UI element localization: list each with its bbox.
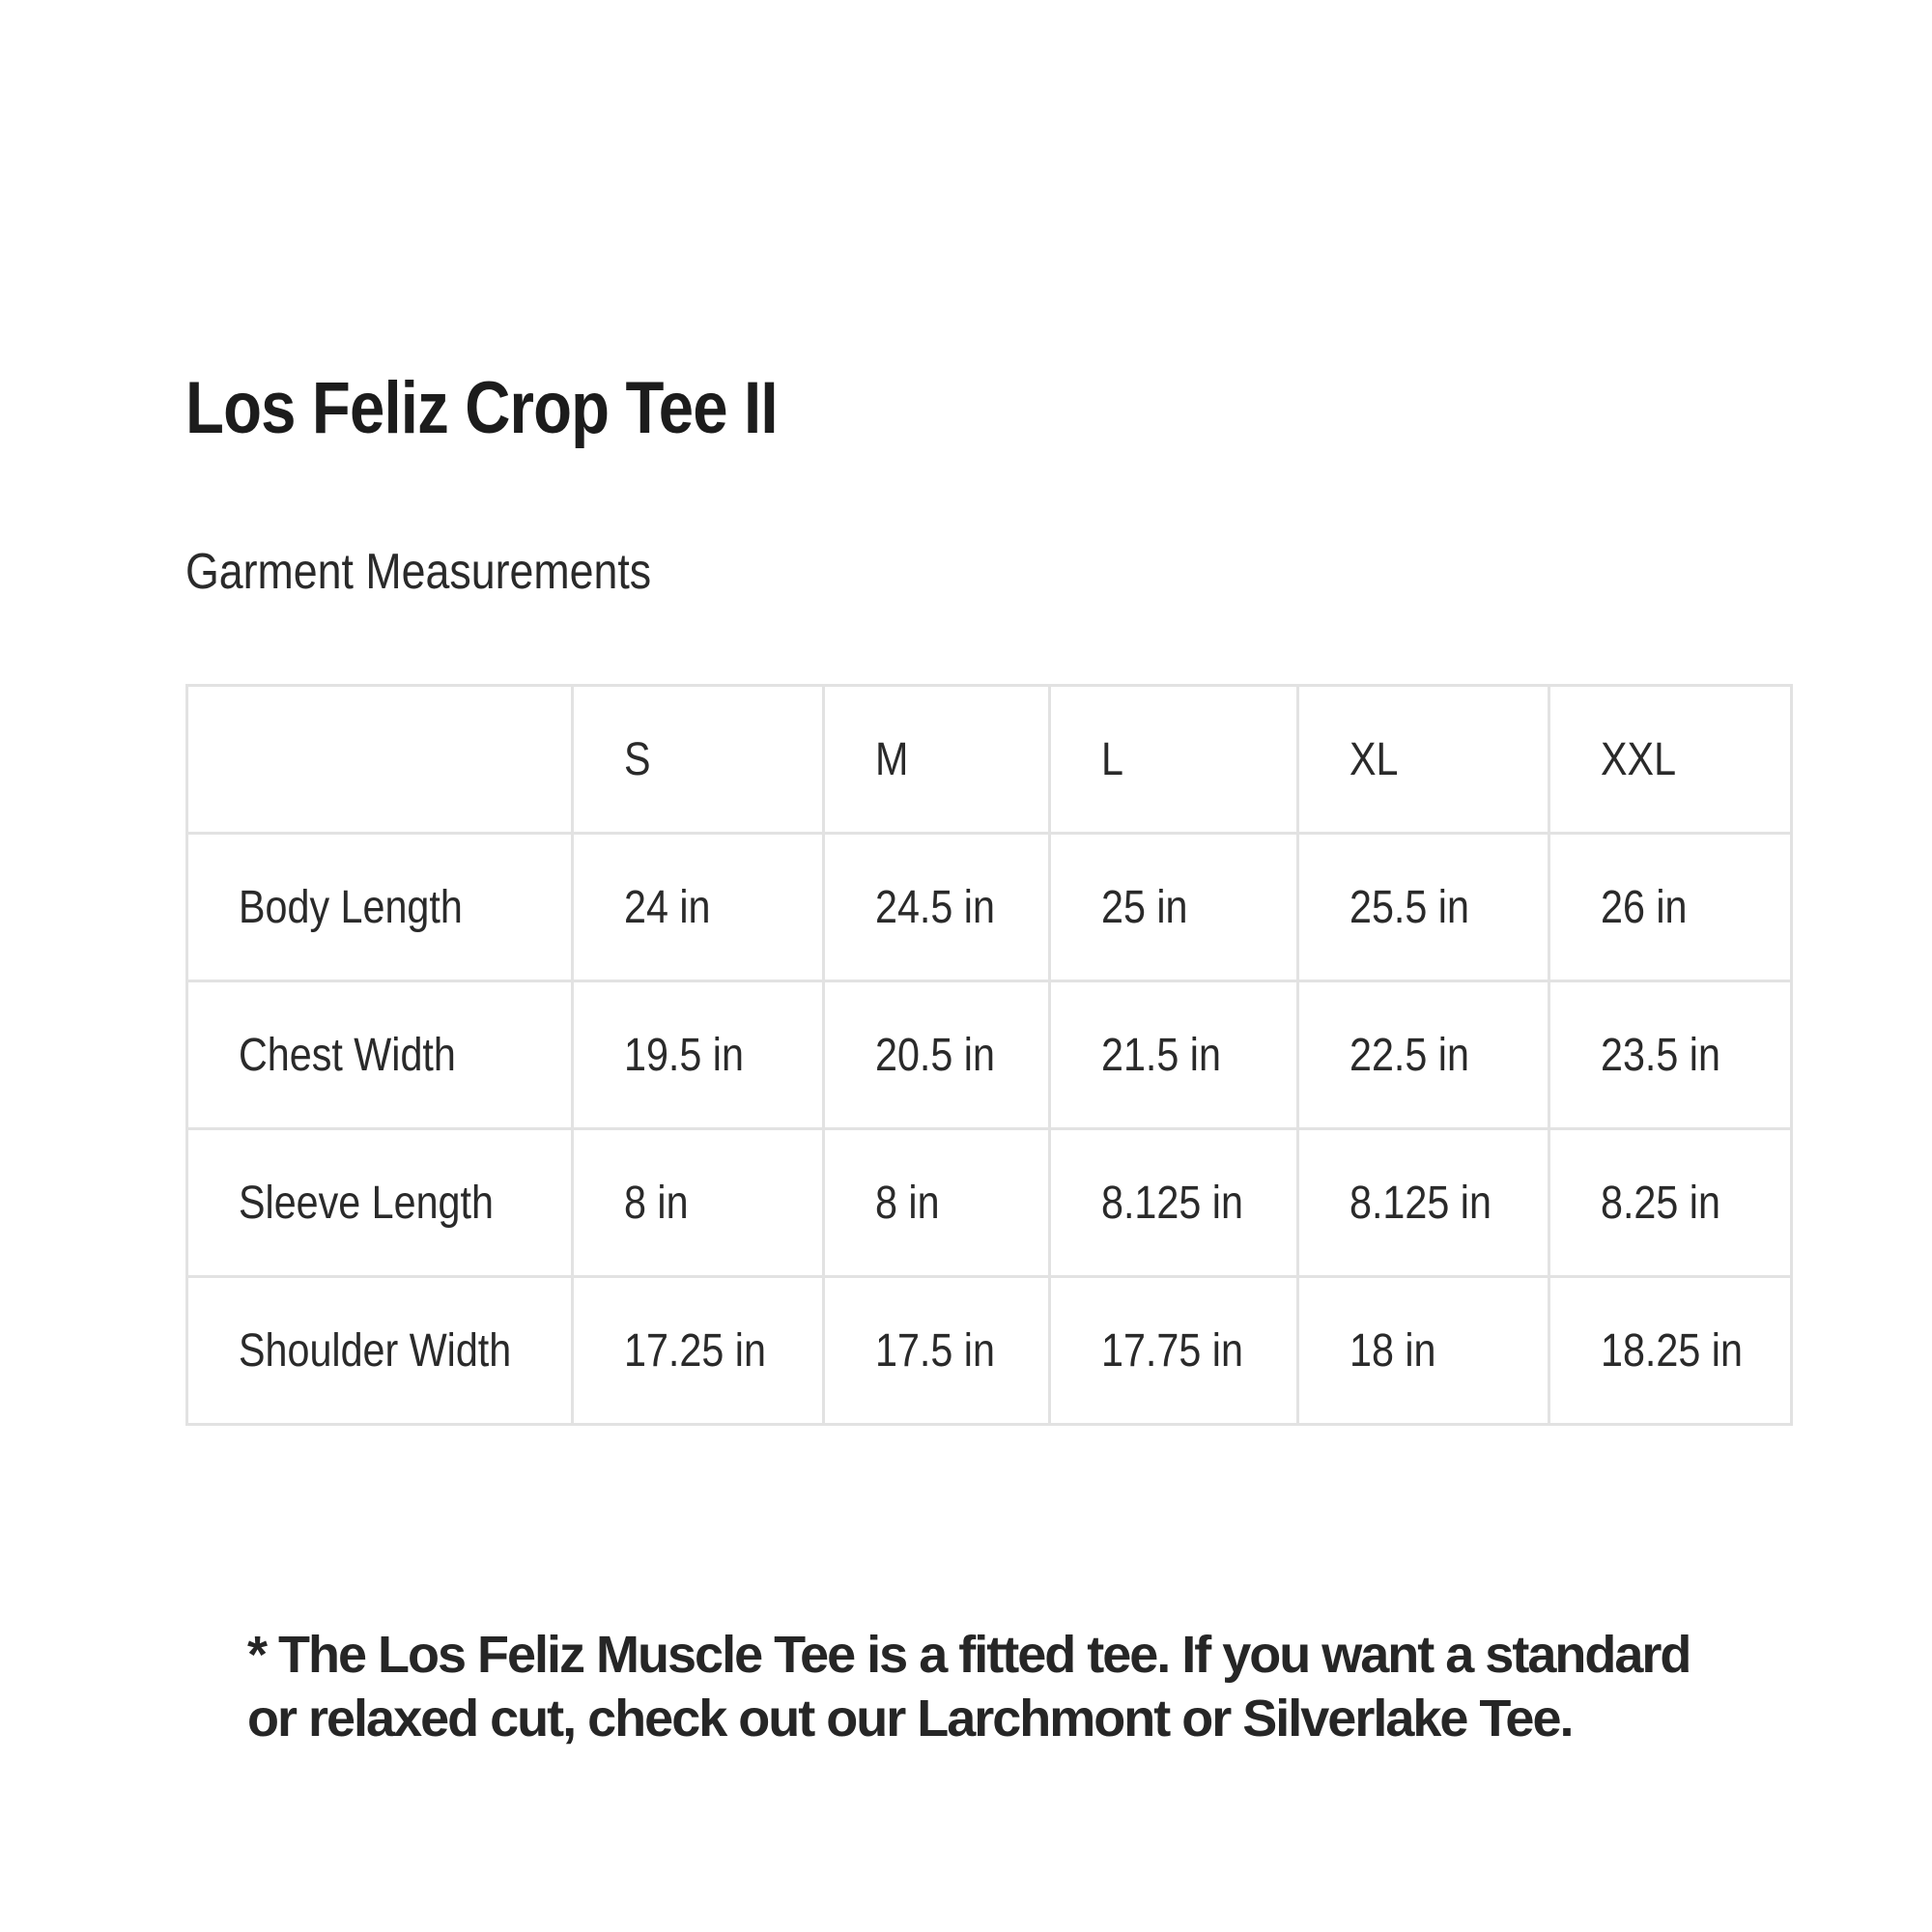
table-cell: 25 in: [1049, 834, 1297, 981]
table-cell: 24 in: [573, 834, 823, 981]
table-cell: 20.5 in: [823, 981, 1049, 1129]
table-cell: 18 in: [1298, 1277, 1548, 1425]
table-cell: 24.5 in: [823, 834, 1049, 981]
table-row-sleeve-length: [187, 1129, 1792, 1277]
table-cell: 8.125 in: [1049, 1129, 1297, 1277]
table-cell: 8 in: [573, 1129, 823, 1277]
row-label: Sleeve Length: [187, 1129, 573, 1277]
table-row-body-length: [187, 834, 1792, 981]
page-title: Los Feliz Crop Tee II: [185, 367, 778, 449]
header-cell-xl: XL: [1298, 686, 1548, 834]
header-cell-s: S: [573, 686, 823, 834]
table-cell: 25.5 in: [1298, 834, 1548, 981]
header-cell-l: L: [1049, 686, 1297, 834]
header-cell-m: M: [823, 686, 1049, 834]
table-header-row: [187, 686, 1792, 834]
row-label: Chest Width: [187, 981, 573, 1129]
table-cell: 26 in: [1548, 834, 1791, 981]
table-cell: 17.25 in: [573, 1277, 823, 1425]
table-cell: 8 in: [823, 1129, 1049, 1277]
table-cell: 8.25 in: [1548, 1129, 1791, 1277]
header-cell-xxl: XXL: [1548, 686, 1791, 834]
table-row-shoulder-width: [187, 1277, 1792, 1425]
table-cell: 17.75 in: [1049, 1277, 1297, 1425]
table-cell: 19.5 in: [573, 981, 823, 1129]
size-chart-table: [185, 684, 1793, 1426]
footnote-line-2: or relaxed cut, check out our Larchmont or Silverlake Tee.: [247, 1690, 1573, 1747]
table-cell: 18.25 in: [1548, 1277, 1791, 1425]
table-cell: 21.5 in: [1049, 981, 1297, 1129]
table-cell: 22.5 in: [1298, 981, 1548, 1129]
row-label: Body Length: [187, 834, 573, 981]
table-cell: 17.5 in: [823, 1277, 1049, 1425]
garment-measurements-subtitle: Garment Measurements: [185, 544, 652, 600]
table-cell: 23.5 in: [1548, 981, 1791, 1129]
table-row-chest-width: [187, 981, 1792, 1129]
footnote-line-1: * The Los Feliz Muscle Tee is a fitted tee. If you want a standard: [247, 1626, 1690, 1684]
table-cell: 8.125 in: [1298, 1129, 1548, 1277]
row-label: Shoulder Width: [187, 1277, 573, 1425]
fit-footnote: [247, 1623, 1812, 1750]
header-cell-empty: [187, 686, 573, 834]
